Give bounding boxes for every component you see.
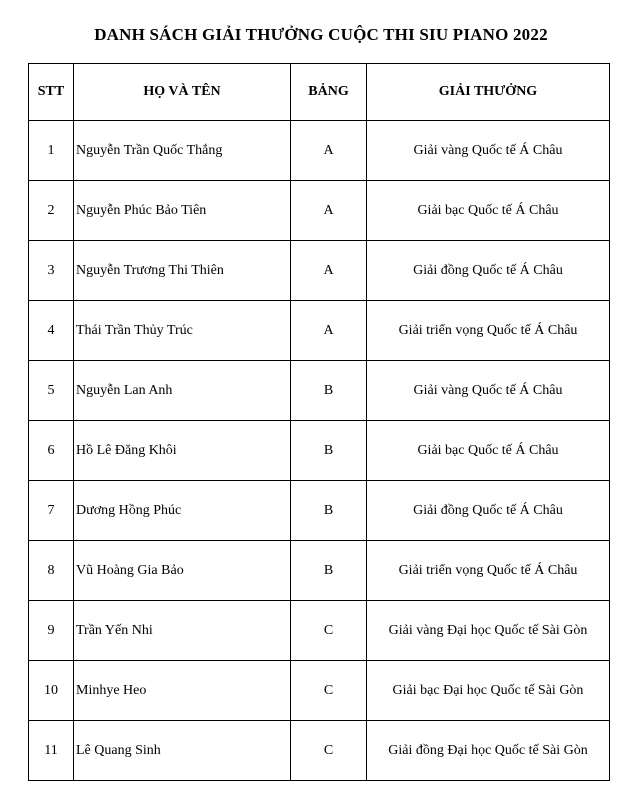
cell-name: Dương Hồng Phúc xyxy=(74,481,291,541)
table-row xyxy=(29,721,610,781)
cell-bang: C xyxy=(291,721,367,781)
cell-prize: Giải bạc Quốc tế Á Châu xyxy=(367,181,610,241)
document-title: DANH SÁCH GIẢI THƯỞNG CUỘC THI SIU PIANO 2022 xyxy=(94,25,548,44)
cell-prize: Giải đồng Đại học Quốc tế Sài Gòn xyxy=(367,721,610,781)
cell-prize: Giải đồng Quốc tế Á Châu xyxy=(367,241,610,301)
table-row xyxy=(29,241,610,301)
cell-name: Nguyễn Trương Thi Thiên xyxy=(74,241,291,301)
cell-stt: 2 xyxy=(29,181,74,241)
table-row xyxy=(29,661,610,721)
cell-stt: 6 xyxy=(29,421,74,481)
table-row xyxy=(29,421,610,481)
cell-prize: Giải triển vọng Quốc tế Á Châu xyxy=(367,541,610,601)
table-header-row xyxy=(29,64,610,121)
cell-name: Nguyễn Lan Anh xyxy=(74,361,291,421)
cell-bang: B xyxy=(291,421,367,481)
cell-name: Vũ Hoàng Gia Bảo xyxy=(74,541,291,601)
header-bang: BẢNG xyxy=(291,64,367,121)
cell-prize: Giải bạc Quốc tế Á Châu xyxy=(367,421,610,481)
cell-bang: A xyxy=(291,181,367,241)
table-row xyxy=(29,301,610,361)
cell-bang: A xyxy=(291,301,367,361)
cell-bang: C xyxy=(291,601,367,661)
cell-bang: A xyxy=(291,121,367,181)
cell-name: Hồ Lê Đăng Khôi xyxy=(74,421,291,481)
cell-stt: 1 xyxy=(29,121,74,181)
header-prize: GIẢI THƯỞNG xyxy=(367,64,610,121)
header-name: HỌ VÀ TÊN xyxy=(74,64,291,121)
cell-stt: 3 xyxy=(29,241,74,301)
cell-prize: Giải vàng Quốc tế Á Châu xyxy=(367,121,610,181)
cell-bang: C xyxy=(291,661,367,721)
table-row xyxy=(29,361,610,421)
cell-name: Nguyễn Phúc Bảo Tiên xyxy=(74,181,291,241)
cell-name: Trần Yến Nhi xyxy=(74,601,291,661)
cell-prize: Giải đồng Quốc tế Á Châu xyxy=(367,481,610,541)
cell-prize: Giải vàng Đại học Quốc tế Sài Gòn xyxy=(367,601,610,661)
cell-name: Lê Quang Sinh xyxy=(74,721,291,781)
cell-bang: B xyxy=(291,481,367,541)
cell-stt: 11 xyxy=(29,721,74,781)
table-row xyxy=(29,481,610,541)
cell-name: Nguyễn Trần Quốc Thắng xyxy=(74,121,291,181)
cell-bang: B xyxy=(291,541,367,601)
cell-stt: 10 xyxy=(29,661,74,721)
cell-prize: Giải triển vọng Quốc tế Á Châu xyxy=(367,301,610,361)
cell-stt: 7 xyxy=(29,481,74,541)
table-row xyxy=(29,121,610,181)
cell-stt: 5 xyxy=(29,361,74,421)
cell-name: Thái Trần Thủy Trúc xyxy=(74,301,291,361)
cell-bang: A xyxy=(291,241,367,301)
cell-prize: Giải vàng Quốc tế Á Châu xyxy=(367,361,610,421)
table-row xyxy=(29,541,610,601)
cell-name: Minhye Heo xyxy=(74,661,291,721)
table-row xyxy=(29,181,610,241)
award-table xyxy=(28,63,610,781)
cell-stt: 4 xyxy=(29,301,74,361)
cell-stt: 9 xyxy=(29,601,74,661)
cell-stt: 8 xyxy=(29,541,74,601)
table-row xyxy=(29,601,610,661)
cell-bang: B xyxy=(291,361,367,421)
cell-prize: Giải bạc Đại học Quốc tế Sài Gòn xyxy=(367,661,610,721)
header-stt: STT xyxy=(29,64,74,121)
